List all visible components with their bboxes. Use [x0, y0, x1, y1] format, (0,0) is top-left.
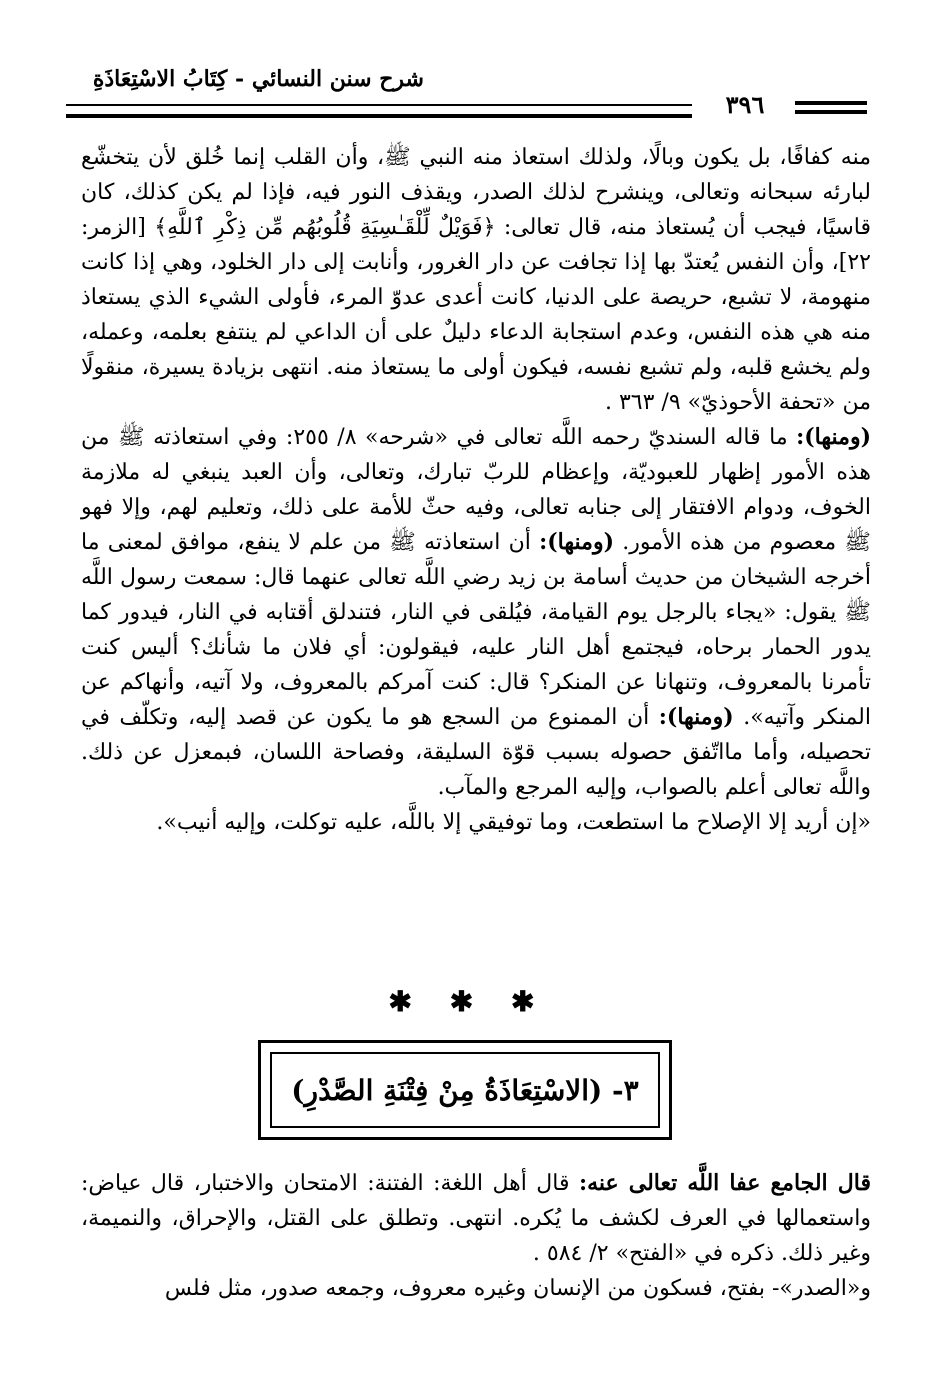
section-separator: ✱ ✱ ✱ [388, 985, 549, 1018]
page-number-rules [795, 101, 867, 119]
section-heading-box [258, 1040, 672, 1140]
paragraph-2: (ومنها): ما قاله السنديّ رحمه اللَّه تعالى في «شرحه» ٨/ ٢٥٥: وفي استعاذته ﷺ من هذه الأمور إظهار للعبوديّة، وإعظام للربّ تبارك، وتعالى، وأن العبد ينبغي له ملازمة الخوف، ودوام الافتقار إلى جنابه تعالى، وفيه حثّ للأمة على ذلك، وتعليم لهم، وإلا فهو ﷺ معصوم من هذه الأمور. (ومنها): أن استعاذته ﷺ من علم لا ينفع، موافق لمعنى ما أخرجه الشيخان من حديث أسامة بن زيد رضي اللَّه تعالى عنهما قال: سمعت رسول اللَّه ﷺ يقول: «يجاء بالرجل يوم القيامة، فيُلقى في النار، فتندلق أقتابه في النار، فيدور كما يدور الحمار برحاه، فيجتمع أهل النار عليه، فيقولون: أي فلان ما شأنك؟ أليس كنت تأمرنا بالمعروف، وتنهانا عن المنكر؟ قال: كنت آمركم بالمعروف، ولا آتيه، وأنهاكم عن المنكر وآتيه». (ومنها): أن الممنوع من السجع هو ما يكون عن قصد إليه، وتكلّف في تحصيله، وأما مااتّفق حصوله بسبب قوّة السليقة، وفصاحة اللسان، فبمعزل عن ذلك. واللَّه تعالى أعلم بالصواب، وإليه المرجع والمآب. [81, 424, 871, 800]
paragraph-closing-verse: «إن أريد إلا الإصلاح ما استطعت، وما توفيقي إلا باللَّه، عليه توكلت، وإليه أنيب». [156, 810, 871, 835]
section-paragraph-1: قال الجامع عفا اللَّه تعالى عنه: قال أهل اللغة: الفتنة: الامتحان والاختبار، قال عياض: واستعمالها في العرف لكشف ما يُكره. انتهى. وتطلق على القتل، والإحراق، والنميمة، وغير ذلك. ذكره في «الفتح» ٢/ ٥٨٤ . [81, 1170, 871, 1266]
section-paragraph-2: و«الصدر»- بفتح، فسكون من الإنسان وغيره معروف، وجمعه صدور، مثل فلس [164, 1276, 871, 1301]
main-text [81, 140, 871, 840]
label-minha-3: (ومنها): [658, 704, 734, 730]
section-lead: قال الجامع عفا اللَّه تعالى عنه: [578, 1170, 871, 1196]
page-number: ٣٩٦ [725, 90, 765, 119]
running-header-title: شرح سنن النسائي - كِتَابُ الاسْتِعَاذَةِ [92, 66, 424, 92]
label-minha-2: (ومنها): [539, 529, 614, 555]
header-rule-thin [66, 104, 692, 106]
header-rule-thick [66, 114, 692, 118]
section-heading: ٣- (الاسْتِعَاذَةُ مِنْ فِتْنَةِ الصَّدْرِ) [270, 1052, 660, 1128]
paragraph-1: منه كفافًا، بل يكون وبالًا، ولذلك استعاذ منه النبي ﷺ، وأن القلب إنما خُلق لأن يتخشّع لبارئه سبحانه وتعالى، وينشرح لذلك الصدر، ويقذف النور فيه، فإذا لم يكن كذلك، كان قاسيًا، فيجب أن يُستعاذ منه، قال تعالى: ﴿فَوَيْلٌ لِّلْقَـٰسِيَةِ قُلُوبُهُم مِّن ذِكْرِ ٱللَّهِ﴾ [الزمر: ٢٢]، وأن النفس يُعتدّ بها إذا تجافت عن دار الغرور، وأنابت إلى دار الخلود، وهي إذا كانت منهومة، لا تشبع، حريصة على الدنيا، كانت أعدى عدوّ المرء، فأولى الشيء الذي يستعاذ منه هي هذه النفس، وعدم استجابة الدعاء دليلٌ على أن الداعي لم ينتفع بعلمه، وعمله، ولم يخشع قلبه، ولم تشبع نفسه، فيكون أولى ما يستعاذ منه. انتهى بزيادة يسيرة، منقولًا من «تحفة الأحوذيّ» ٩/ ٣٦٣ . [81, 145, 871, 415]
section-text [81, 1166, 871, 1306]
label-minha-1: (ومنها): [796, 424, 871, 450]
